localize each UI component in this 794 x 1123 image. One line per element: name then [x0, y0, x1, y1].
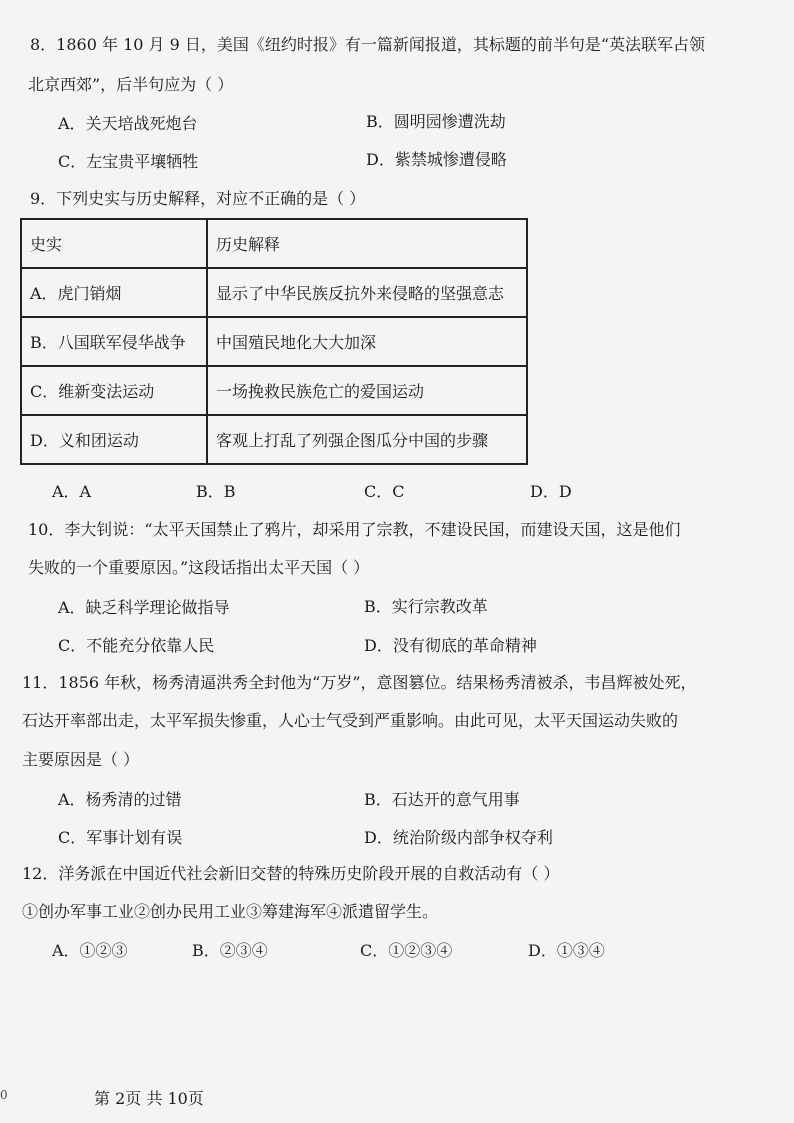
table-cell-fact: D．义和团运动	[21, 415, 207, 464]
q10-option-b: B．实行宗教改革	[364, 597, 488, 616]
table-header-fact: 史实	[21, 219, 207, 268]
q10-option-d: D．没有彻底的革命精神	[364, 636, 537, 655]
q11-option-a: A．杨秀清的过错	[58, 790, 182, 809]
table-row	[21, 317, 527, 366]
table-cell-explanation: 客观上打乱了列强企图瓜分中国的步骤	[207, 415, 527, 464]
table-row	[21, 268, 527, 317]
q11-stem-line1: 11．1856 年秋，杨秀清逼洪秀全封他为“万岁”，意图篡位。结果杨秀清被杀，韦昌辉被处死，	[22, 673, 697, 692]
edge-mark: 0	[0, 1088, 8, 1102]
q9-history-table	[20, 218, 528, 465]
table-cell-fact: B．八国联军侵华战争	[21, 317, 207, 366]
q10-stem-line1: 10．李大钊说：“太平天国禁止了鸦片，却采用了宗教，不建设民国，而建设天国，这是他们	[28, 520, 681, 539]
table-header-row	[21, 219, 527, 268]
table-cell-fact: A．虎门销烟	[21, 268, 207, 317]
q11-option-d: D．统治阶级内部争权夺利	[364, 828, 553, 847]
q10-option-a: A．缺乏科学理论做指导	[58, 598, 230, 617]
table-cell-explanation: 显示了中华民族反抗外来侵略的坚强意志	[207, 268, 527, 317]
table-header-explanation: 历史解释	[207, 219, 527, 268]
page-number: 第 2页 共 10页	[94, 1089, 204, 1108]
q12-stem-line1: 12．洋务派在中国近代社会新旧交替的特殊历史阶段开展的自救活动有（ ）	[22, 864, 560, 883]
q12-option-b: B．②③④	[192, 941, 268, 960]
q8-option-d: D．紫禁城惨遭侵略	[366, 150, 507, 169]
q9-option-b: B．B	[196, 482, 236, 501]
q12-stem-line2: ①创办军事工业②创办民用工业③筹建海军④派遣留学生。	[22, 902, 439, 921]
q8-stem-line2: 北京西郊”，后半句应为（ ）	[28, 75, 234, 94]
q11-stem-line2: 石达开率部出走，太平军损失惨重，人心士气受到严重影响。由此可见，太平天国运动失败的	[22, 711, 679, 730]
q8-stem-line1: 8．1860 年 10 月 9 日，美国《纽约时报》有一篇新闻报道，其标题的前半句是“英法联军占领	[30, 35, 706, 54]
q11-stem-line3: 主要原因是（ ）	[22, 750, 140, 769]
q8-option-b: B．圆明园惨遭洗劫	[366, 112, 506, 131]
q10-stem-line2: 失败的一个重要原因。”这段话指出太平天国（ ）	[28, 558, 370, 577]
q9-option-c: C．C	[364, 482, 405, 501]
table-cell-explanation: 一场挽救民族危亡的爱国运动	[207, 366, 527, 415]
q12-option-a: A．①②③	[52, 941, 128, 960]
q10-option-c: C．不能充分依靠人民	[58, 636, 215, 655]
table-cell-explanation: 中国殖民地化大大加深	[207, 317, 527, 366]
q12-option-c: C．①②③④	[360, 941, 453, 960]
q8-option-c: C．左宝贵平壤牺牲	[58, 152, 199, 171]
table-row	[21, 415, 527, 464]
q12-option-d: D．①③④	[528, 941, 605, 960]
q9-option-a: A．A	[52, 482, 92, 501]
q9-stem: 9．下列史实与历史解释，对应不正确的是（ ）	[30, 189, 366, 208]
table-cell-fact: C．维新变法运动	[21, 366, 207, 415]
q11-option-c: C．军事计划有误	[58, 828, 183, 847]
table-row	[21, 366, 527, 415]
q9-option-d: D．D	[530, 482, 572, 501]
q8-option-a: A．关天培战死炮台	[58, 114, 198, 133]
q11-option-b: B．石达开的意气用事	[364, 790, 520, 809]
